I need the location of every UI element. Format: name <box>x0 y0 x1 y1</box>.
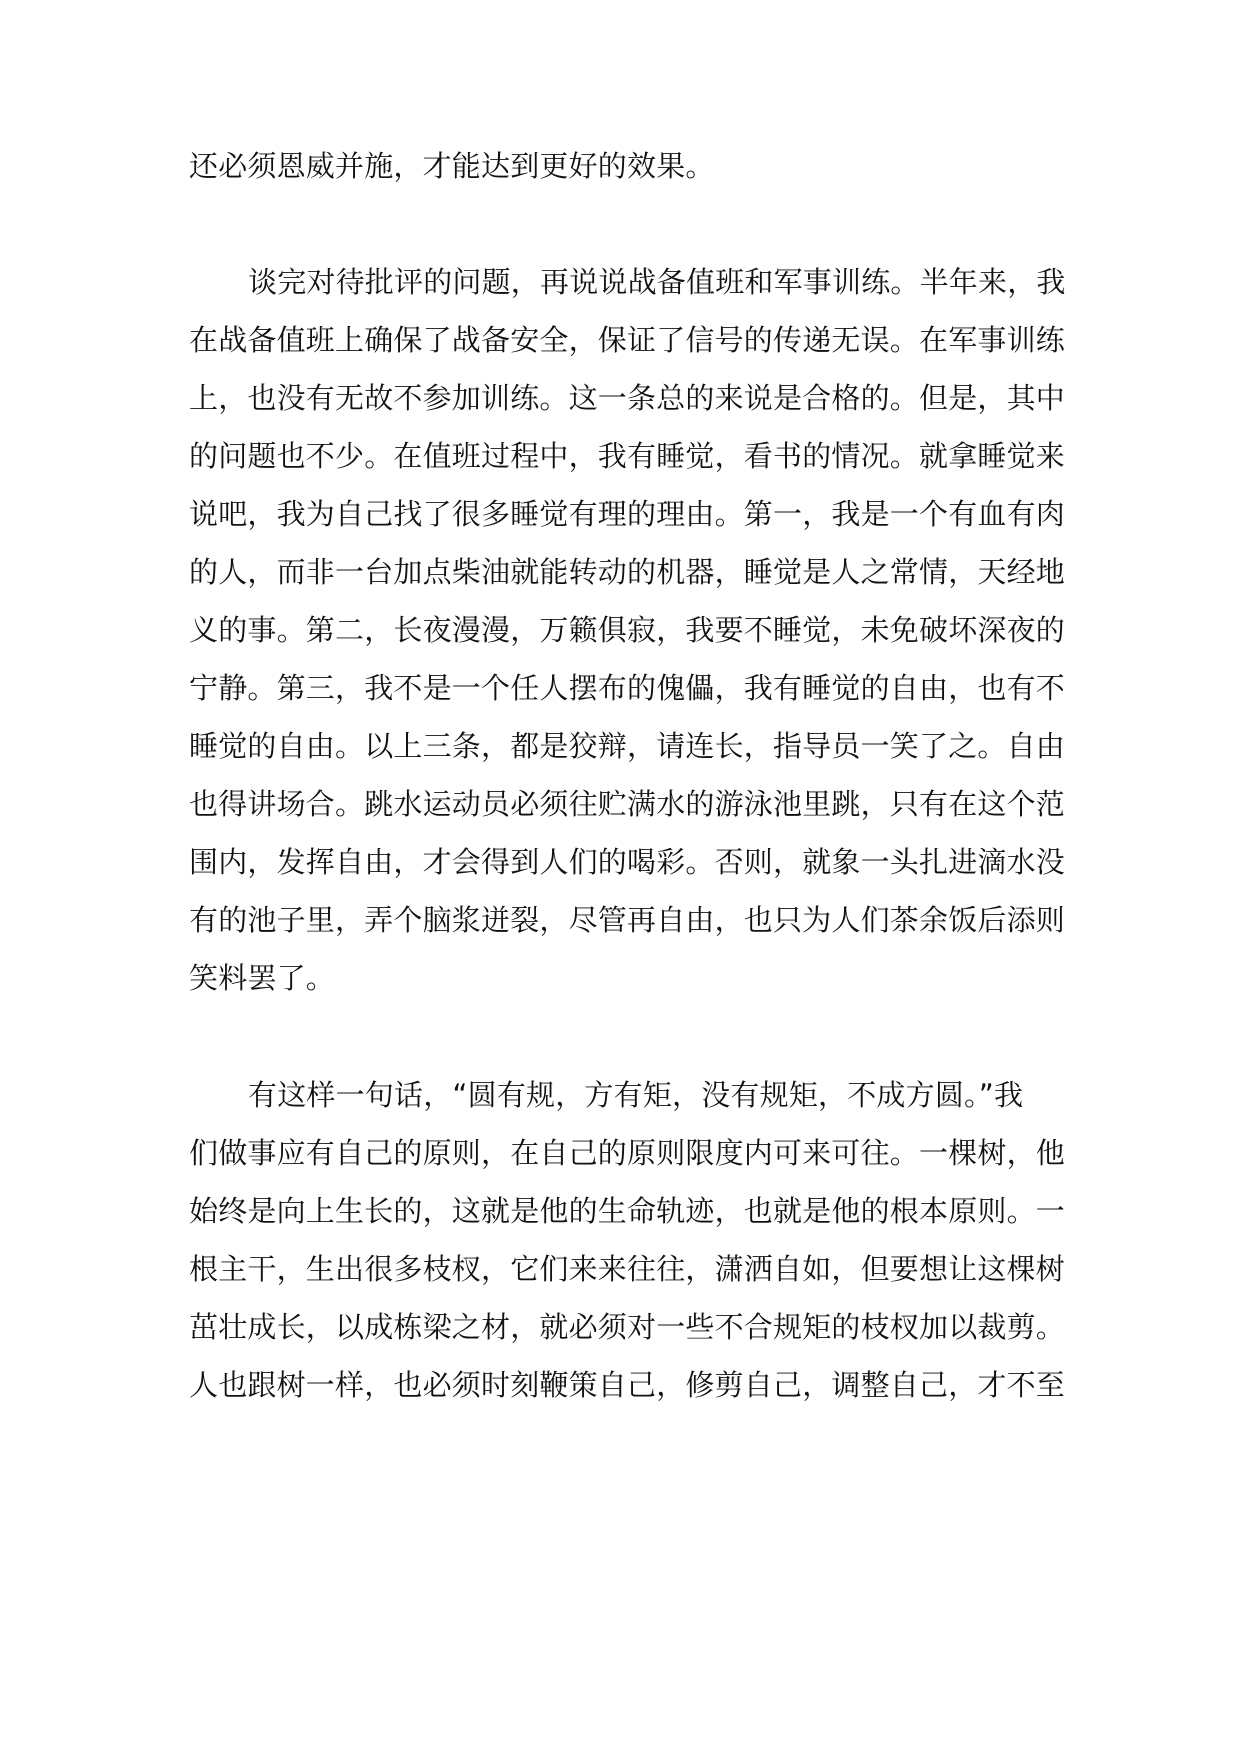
paragraph-3-line-2: 们做事应有自己的原则，在自己的原则限度内可来可往。一棵树，他 <box>189 1136 1066 1170</box>
paragraph-2-line-12: 有的池子里，弄个脑浆迸裂，尽管再自由，也只为人们茶余饭后添则 <box>189 903 1066 937</box>
paragraph-3-line-1: 有这样一句话，“圆有规，方有矩，没有规矩，不成方圆。”我 <box>248 1078 1024 1112</box>
paragraph-3-line-3: 始终是向上生长的，这就是他的生命轨迹，也就是他的根本原则。一 <box>189 1194 1066 1228</box>
paragraph-2-line-6: 的人，而非一台加点柴油就能转动的机器，睡觉是人之常情，天经地 <box>189 555 1066 589</box>
paragraph-2-line-7: 义的事。第二，长夜漫漫，万籁俱寂，我要不睡觉，未免破坏深夜的 <box>189 613 1066 647</box>
paragraph-3-line-4: 根主干，生出很多枝杈，它们来来往往，潇洒自如，但要想让这棵树 <box>189 1252 1066 1286</box>
paragraph-3-line-6: 人也跟树一样，也必须时刻鞭策自己，修剪自己，调整自己，才不至 <box>189 1368 1066 1402</box>
paragraph-2-line-13: 笑料罢了。 <box>189 961 336 995</box>
paragraph-2-line-5: 说吧，我为自己找了很多睡觉有理的理由。第一，我是一个有血有肉 <box>189 497 1066 531</box>
paragraph-1-line-1: 还必须恩威并施，才能达到更好的效果。 <box>189 149 715 183</box>
paragraph-2-line-2: 在战备值班上确保了战备安全，保证了信号的传递无误。在军事训练 <box>189 323 1066 357</box>
paragraph-2-line-1: 谈完对待批评的问题，再说说战备值班和军事训练。半年来，我 <box>248 265 1066 299</box>
paragraph-2-line-3: 上，也没有无故不参加训练。这一条总的来说是合格的。但是，其中 <box>189 381 1066 415</box>
paragraph-2-line-10: 也得讲场合。跳水运动员必须往贮满水的游泳池里跳，只有在这个范 <box>189 787 1066 821</box>
paragraph-2-line-11: 围内，发挥自由，才会得到人们的喝彩。否则，就象一头扎进滴水没 <box>189 845 1066 879</box>
paragraph-3-line-5: 茁壮成长，以成栋梁之材，就必须对一些不合规矩的枝杈加以裁剪。 <box>189 1310 1066 1344</box>
paragraph-2-line-9: 睡觉的自由。以上三条，都是狡辩，请连长，指导员一笑了之。自由 <box>189 729 1066 763</box>
paragraph-2-line-8: 宁静。第三，我不是一个任人摆布的傀儡，我有睡觉的自由，也有不 <box>189 671 1066 705</box>
paragraph-2-line-4: 的问题也不少。在值班过程中，我有睡觉，看书的情况。就拿睡觉来 <box>189 439 1066 473</box>
